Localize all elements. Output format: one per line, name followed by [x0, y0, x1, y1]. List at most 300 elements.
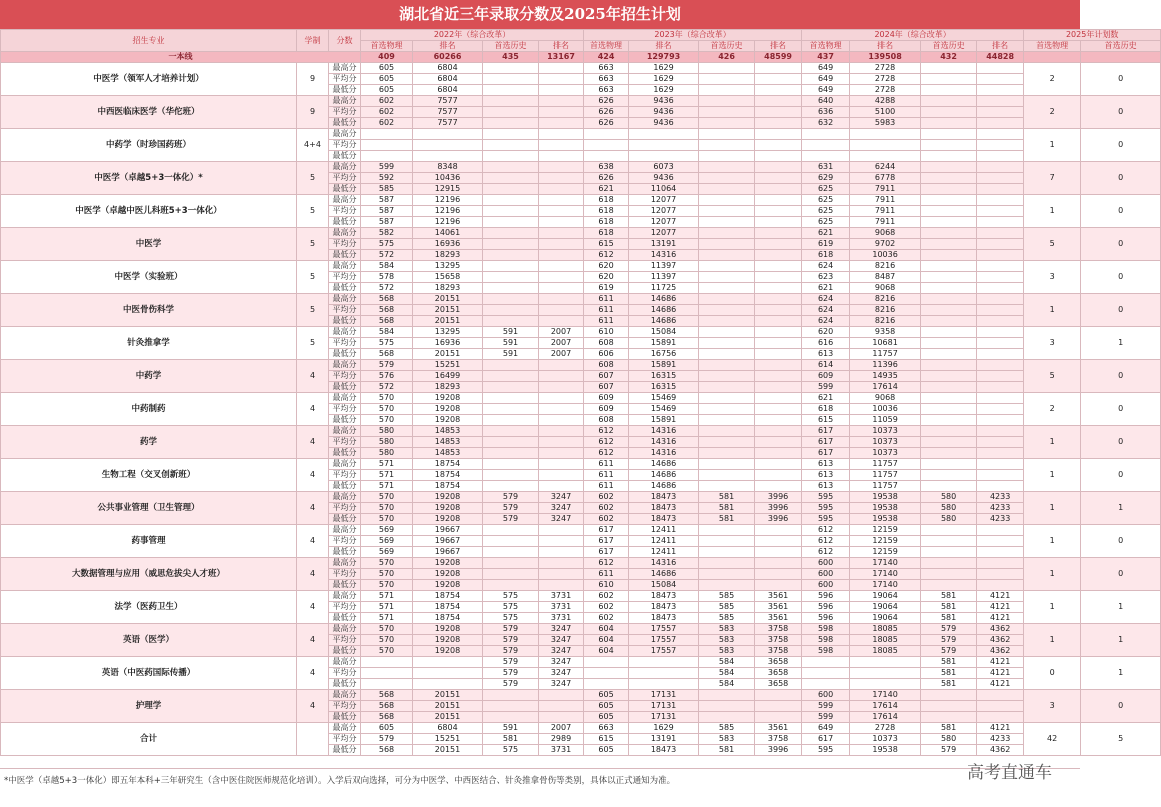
score-cell	[977, 228, 1024, 239]
score-cell: 568	[361, 701, 413, 712]
score-cell: 585	[699, 591, 755, 602]
score-cell	[483, 459, 539, 470]
score-cell	[699, 217, 755, 228]
score-type-label: 最高分	[329, 393, 361, 404]
score-cell	[921, 173, 977, 184]
score-cell	[755, 173, 802, 184]
score-cell: 18473	[629, 503, 699, 514]
score-cell	[699, 338, 755, 349]
score-cell: 10036	[850, 404, 921, 415]
score-cell: 7911	[850, 184, 921, 195]
score-cell	[361, 140, 413, 151]
score-cell: 12915	[413, 184, 483, 195]
score-cell: 611	[584, 470, 629, 481]
score-cell	[629, 129, 699, 140]
score-cell: 15251	[413, 360, 483, 371]
score-cell: 617	[802, 734, 850, 745]
score-type-label: 平均分	[329, 371, 361, 382]
score-cell	[921, 283, 977, 294]
score-cell: 19667	[413, 536, 483, 547]
score-cell	[977, 261, 1024, 272]
score-cell: 11064	[629, 184, 699, 195]
score-cell	[539, 63, 584, 74]
score-cell	[921, 184, 977, 195]
score-cell: 605	[584, 745, 629, 756]
score-cell: 620	[584, 272, 629, 283]
score-cell	[921, 382, 977, 393]
score-cell: 19208	[413, 514, 483, 525]
score-cell: 617	[802, 437, 850, 448]
score-cell	[539, 360, 584, 371]
table-row	[1, 63, 1161, 74]
score-cell	[483, 448, 539, 459]
score-cell: 571	[361, 459, 413, 470]
score-cell	[629, 151, 699, 162]
score-cell	[539, 96, 584, 107]
score-type-label: 最低分	[329, 712, 361, 723]
score-cell: 612	[584, 448, 629, 459]
score-cell	[699, 129, 755, 140]
score-cell: 599	[802, 712, 850, 723]
plan-cell: 0	[1024, 657, 1081, 690]
plan-cell: 1	[1024, 591, 1081, 624]
score-cell: 11397	[629, 261, 699, 272]
major-name: 中医骨伤科学	[1, 294, 297, 327]
score-cell	[977, 184, 1024, 195]
score-cell	[850, 151, 921, 162]
score-cell: 572	[361, 283, 413, 294]
score-cell: 4121	[977, 602, 1024, 613]
score-type-label: 平均分	[329, 569, 361, 580]
score-cell: 571	[361, 591, 413, 602]
score-cell: 579	[483, 668, 539, 679]
score-cell	[483, 547, 539, 558]
baseline-cell: 129793	[629, 52, 699, 63]
score-cell: 600	[802, 690, 850, 701]
table-row	[1, 459, 1161, 470]
score-cell	[755, 316, 802, 327]
score-type-label: 最低分	[329, 481, 361, 492]
score-cell	[699, 63, 755, 74]
score-cell: 663	[584, 74, 629, 85]
baseline-cell: 437	[802, 52, 850, 63]
baseline-cell: 409	[361, 52, 413, 63]
score-type-label: 最低分	[329, 316, 361, 327]
score-cell: 649	[802, 63, 850, 74]
score-cell	[977, 140, 1024, 151]
score-cell	[921, 118, 977, 129]
subheader-history: 首选历史	[921, 41, 977, 52]
score-cell	[539, 690, 584, 701]
score-cell: 575	[361, 239, 413, 250]
plan-cell: 1	[1024, 558, 1081, 591]
score-cell: 607	[584, 371, 629, 382]
plan-cell: 1	[1081, 492, 1161, 525]
score-cell	[539, 195, 584, 206]
score-cell: 611	[584, 569, 629, 580]
score-cell	[699, 151, 755, 162]
score-cell: 8216	[850, 261, 921, 272]
score-cell	[699, 85, 755, 96]
score-cell: 615	[584, 734, 629, 745]
table-row	[1, 360, 1161, 371]
score-cell: 17557	[629, 646, 699, 657]
baseline-cell: 432	[921, 52, 977, 63]
score-cell: 579	[483, 657, 539, 668]
score-cell: 570	[361, 514, 413, 525]
score-cell: 663	[584, 63, 629, 74]
score-cell: 569	[361, 525, 413, 536]
score-cell: 631	[802, 162, 850, 173]
plan-cell: 5	[1024, 360, 1081, 393]
plan-cell: 1	[1081, 327, 1161, 360]
score-cell	[699, 107, 755, 118]
score-cell: 13191	[629, 734, 699, 745]
major-name: 中药制药	[1, 393, 297, 426]
score-cell	[699, 393, 755, 404]
header-2022: 2022年（综合改革）	[361, 30, 584, 41]
score-cell: 568	[361, 349, 413, 360]
plan-cell: 1	[1024, 624, 1081, 657]
score-type-label: 最高分	[329, 591, 361, 602]
score-cell	[977, 481, 1024, 492]
score-cell: 4121	[977, 723, 1024, 734]
score-cell: 585	[699, 613, 755, 624]
score-cell: 20151	[413, 745, 483, 756]
score-cell	[977, 206, 1024, 217]
score-cell: 3561	[755, 723, 802, 734]
score-cell	[483, 437, 539, 448]
major-name: 合计	[1, 723, 297, 756]
score-cell: 3247	[539, 624, 584, 635]
score-cell	[921, 162, 977, 173]
score-cell: 18293	[413, 382, 483, 393]
score-cell	[755, 360, 802, 371]
plan-cell: 0	[1081, 459, 1161, 492]
score-cell	[755, 140, 802, 151]
score-cell: 3758	[755, 734, 802, 745]
score-cell: 596	[802, 591, 850, 602]
score-type-label: 最低分	[329, 118, 361, 129]
xuezhi-cell: 9	[297, 96, 329, 129]
score-cell	[699, 118, 755, 129]
score-cell	[755, 437, 802, 448]
score-cell	[699, 415, 755, 426]
score-cell	[921, 305, 977, 316]
score-type-label: 平均分	[329, 635, 361, 646]
subheader-history: 首选历史	[1081, 41, 1161, 52]
score-cell	[755, 580, 802, 591]
score-type-label: 最高分	[329, 129, 361, 140]
score-cell: 585	[699, 723, 755, 734]
score-cell	[539, 426, 584, 437]
score-cell: 14686	[629, 294, 699, 305]
score-cell: 11397	[629, 272, 699, 283]
subheader-rank: 排名	[539, 41, 584, 52]
score-cell: 19208	[413, 393, 483, 404]
score-cell: 571	[361, 602, 413, 613]
table-row	[1, 129, 1161, 140]
score-cell	[699, 261, 755, 272]
header-major: 招生专业	[1, 30, 297, 52]
score-cell	[539, 569, 584, 580]
score-cell: 12159	[850, 536, 921, 547]
score-cell	[539, 162, 584, 173]
score-cell: 8487	[850, 272, 921, 283]
score-cell: 621	[802, 393, 850, 404]
score-cell: 624	[802, 316, 850, 327]
score-cell	[539, 85, 584, 96]
major-name: 中药学（时珍国药班）	[1, 129, 297, 162]
score-cell: 629	[802, 173, 850, 184]
subheader-rank: 排名	[850, 41, 921, 52]
score-cell	[921, 393, 977, 404]
score-cell: 6804	[413, 85, 483, 96]
score-cell: 612	[802, 547, 850, 558]
score-cell: 587	[361, 195, 413, 206]
plan-cell: 1	[1081, 657, 1161, 690]
score-cell: 10373	[850, 437, 921, 448]
score-cell: 602	[584, 602, 629, 613]
score-cell: 9436	[629, 96, 699, 107]
plan-cell: 1	[1081, 591, 1161, 624]
plan-cell: 5	[1024, 228, 1081, 261]
score-cell	[921, 327, 977, 338]
score-cell	[539, 228, 584, 239]
table-row	[1, 624, 1161, 635]
score-type-label: 最高分	[329, 459, 361, 470]
score-cell	[539, 107, 584, 118]
score-cell	[755, 536, 802, 547]
score-cell	[483, 404, 539, 415]
score-cell: 4362	[977, 745, 1024, 756]
score-cell: 576	[361, 371, 413, 382]
score-cell: 612	[584, 437, 629, 448]
score-cell	[755, 283, 802, 294]
score-cell: 568	[361, 745, 413, 756]
score-cell	[483, 140, 539, 151]
score-cell: 19208	[413, 580, 483, 591]
header-plan: 2025年计划数	[1024, 30, 1161, 41]
score-cell: 591	[483, 723, 539, 734]
score-cell: 625	[802, 206, 850, 217]
score-cell	[539, 239, 584, 250]
score-cell: 585	[361, 184, 413, 195]
score-cell	[921, 85, 977, 96]
score-cell	[483, 162, 539, 173]
table-row	[1, 723, 1161, 734]
score-cell: 3996	[755, 492, 802, 503]
score-cell: 591	[483, 338, 539, 349]
score-cell: 19538	[850, 745, 921, 756]
score-cell: 626	[584, 173, 629, 184]
score-cell: 20151	[413, 294, 483, 305]
score-cell	[755, 250, 802, 261]
score-cell: 570	[361, 635, 413, 646]
score-cell	[755, 162, 802, 173]
score-cell: 7911	[850, 195, 921, 206]
baseline-cell: 435	[483, 52, 539, 63]
score-cell	[539, 316, 584, 327]
score-cell	[850, 679, 921, 690]
score-cell: 618	[802, 250, 850, 261]
score-cell	[539, 536, 584, 547]
score-cell: 18473	[629, 745, 699, 756]
score-cell: 15891	[629, 415, 699, 426]
score-cell: 20151	[413, 349, 483, 360]
score-cell	[699, 195, 755, 206]
score-cell: 20151	[413, 305, 483, 316]
score-cell	[921, 206, 977, 217]
score-cell	[977, 294, 1024, 305]
score-cell: 599	[361, 162, 413, 173]
score-cell	[977, 338, 1024, 349]
score-cell: 581	[921, 591, 977, 602]
score-cell: 621	[802, 283, 850, 294]
score-cell: 604	[584, 646, 629, 657]
score-cell: 19667	[413, 525, 483, 536]
score-cell	[755, 85, 802, 96]
score-cell: 3758	[755, 635, 802, 646]
score-cell	[921, 107, 977, 118]
plan-cell: 0	[1081, 162, 1161, 195]
xuezhi-cell: 5	[297, 162, 329, 195]
score-cell: 579	[483, 635, 539, 646]
score-cell: 19208	[413, 635, 483, 646]
score-cell: 610	[584, 327, 629, 338]
score-cell: 582	[361, 228, 413, 239]
score-cell: 5100	[850, 107, 921, 118]
score-cell: 568	[361, 690, 413, 701]
score-cell: 10681	[850, 338, 921, 349]
score-cell: 569	[361, 547, 413, 558]
score-cell: 4362	[977, 624, 1024, 635]
score-cell	[699, 294, 755, 305]
score-cell: 579	[483, 503, 539, 514]
baseline-row	[1, 52, 1161, 63]
score-cell	[755, 415, 802, 426]
score-cell	[629, 140, 699, 151]
score-cell	[483, 217, 539, 228]
score-cell	[755, 525, 802, 536]
score-cell: 575	[483, 613, 539, 624]
score-cell	[483, 393, 539, 404]
score-cell	[699, 426, 755, 437]
score-cell: 611	[584, 316, 629, 327]
score-cell: 3996	[755, 514, 802, 525]
score-cell: 606	[584, 349, 629, 360]
score-type-label: 平均分	[329, 734, 361, 745]
score-cell: 19208	[413, 558, 483, 569]
score-cell: 575	[483, 591, 539, 602]
score-cell	[755, 272, 802, 283]
plan-cell: 0	[1081, 195, 1161, 228]
score-cell	[977, 448, 1024, 459]
score-cell: 609	[802, 371, 850, 382]
score-cell	[483, 283, 539, 294]
score-cell: 9436	[629, 107, 699, 118]
score-cell	[921, 228, 977, 239]
xuezhi-cell: 4+4	[297, 129, 329, 162]
score-cell	[977, 162, 1024, 173]
score-cell	[755, 481, 802, 492]
score-cell: 579	[483, 646, 539, 657]
score-cell	[699, 74, 755, 85]
score-type-label: 平均分	[329, 404, 361, 415]
table-row	[1, 492, 1161, 503]
score-cell	[921, 558, 977, 569]
plan-cell: 3	[1024, 690, 1081, 723]
major-name: 药学	[1, 426, 297, 459]
score-type-label: 平均分	[329, 173, 361, 184]
score-cell: 6244	[850, 162, 921, 173]
score-cell	[699, 96, 755, 107]
score-cell: 609	[584, 404, 629, 415]
score-type-label: 最高分	[329, 558, 361, 569]
score-cell: 583	[699, 635, 755, 646]
score-cell: 612	[584, 558, 629, 569]
score-cell	[921, 261, 977, 272]
score-cell: 581	[921, 679, 977, 690]
score-type-label: 平均分	[329, 470, 361, 481]
major-name: 法学（医药卫生）	[1, 591, 297, 624]
score-cell	[755, 349, 802, 360]
score-cell: 575	[483, 602, 539, 613]
score-cell	[921, 239, 977, 250]
score-cell: 621	[584, 184, 629, 195]
score-cell: 4233	[977, 734, 1024, 745]
score-cell	[921, 690, 977, 701]
score-cell: 9702	[850, 239, 921, 250]
score-cell: 595	[802, 745, 850, 756]
score-type-label: 最低分	[329, 514, 361, 525]
score-cell: 17557	[629, 635, 699, 646]
score-cell: 1629	[629, 63, 699, 74]
score-cell: 619	[584, 283, 629, 294]
table-row	[1, 327, 1161, 338]
score-cell	[629, 679, 699, 690]
score-cell: 604	[584, 624, 629, 635]
score-cell: 14686	[629, 316, 699, 327]
score-cell: 611	[584, 294, 629, 305]
score-cell: 3731	[539, 745, 584, 756]
score-cell: 11757	[850, 349, 921, 360]
score-cell	[850, 129, 921, 140]
score-cell: 3996	[755, 745, 802, 756]
score-cell	[977, 173, 1024, 184]
subheader-rank: 排名	[977, 41, 1024, 52]
score-cell: 617	[584, 547, 629, 558]
score-cell: 620	[584, 261, 629, 272]
score-cell	[539, 558, 584, 569]
score-cell: 605	[361, 85, 413, 96]
score-cell: 19208	[413, 624, 483, 635]
score-cell: 570	[361, 404, 413, 415]
score-cell: 600	[802, 580, 850, 591]
score-cell	[921, 701, 977, 712]
score-type-label: 最低分	[329, 382, 361, 393]
score-cell: 604	[584, 635, 629, 646]
score-cell	[584, 657, 629, 668]
score-type-label: 最高分	[329, 657, 361, 668]
subheader-physics: 首选物理	[802, 41, 850, 52]
score-cell: 614	[802, 360, 850, 371]
score-cell	[699, 349, 755, 360]
score-cell: 568	[361, 712, 413, 723]
score-cell: 17140	[850, 569, 921, 580]
score-cell	[539, 151, 584, 162]
score-cell: 581	[921, 613, 977, 624]
